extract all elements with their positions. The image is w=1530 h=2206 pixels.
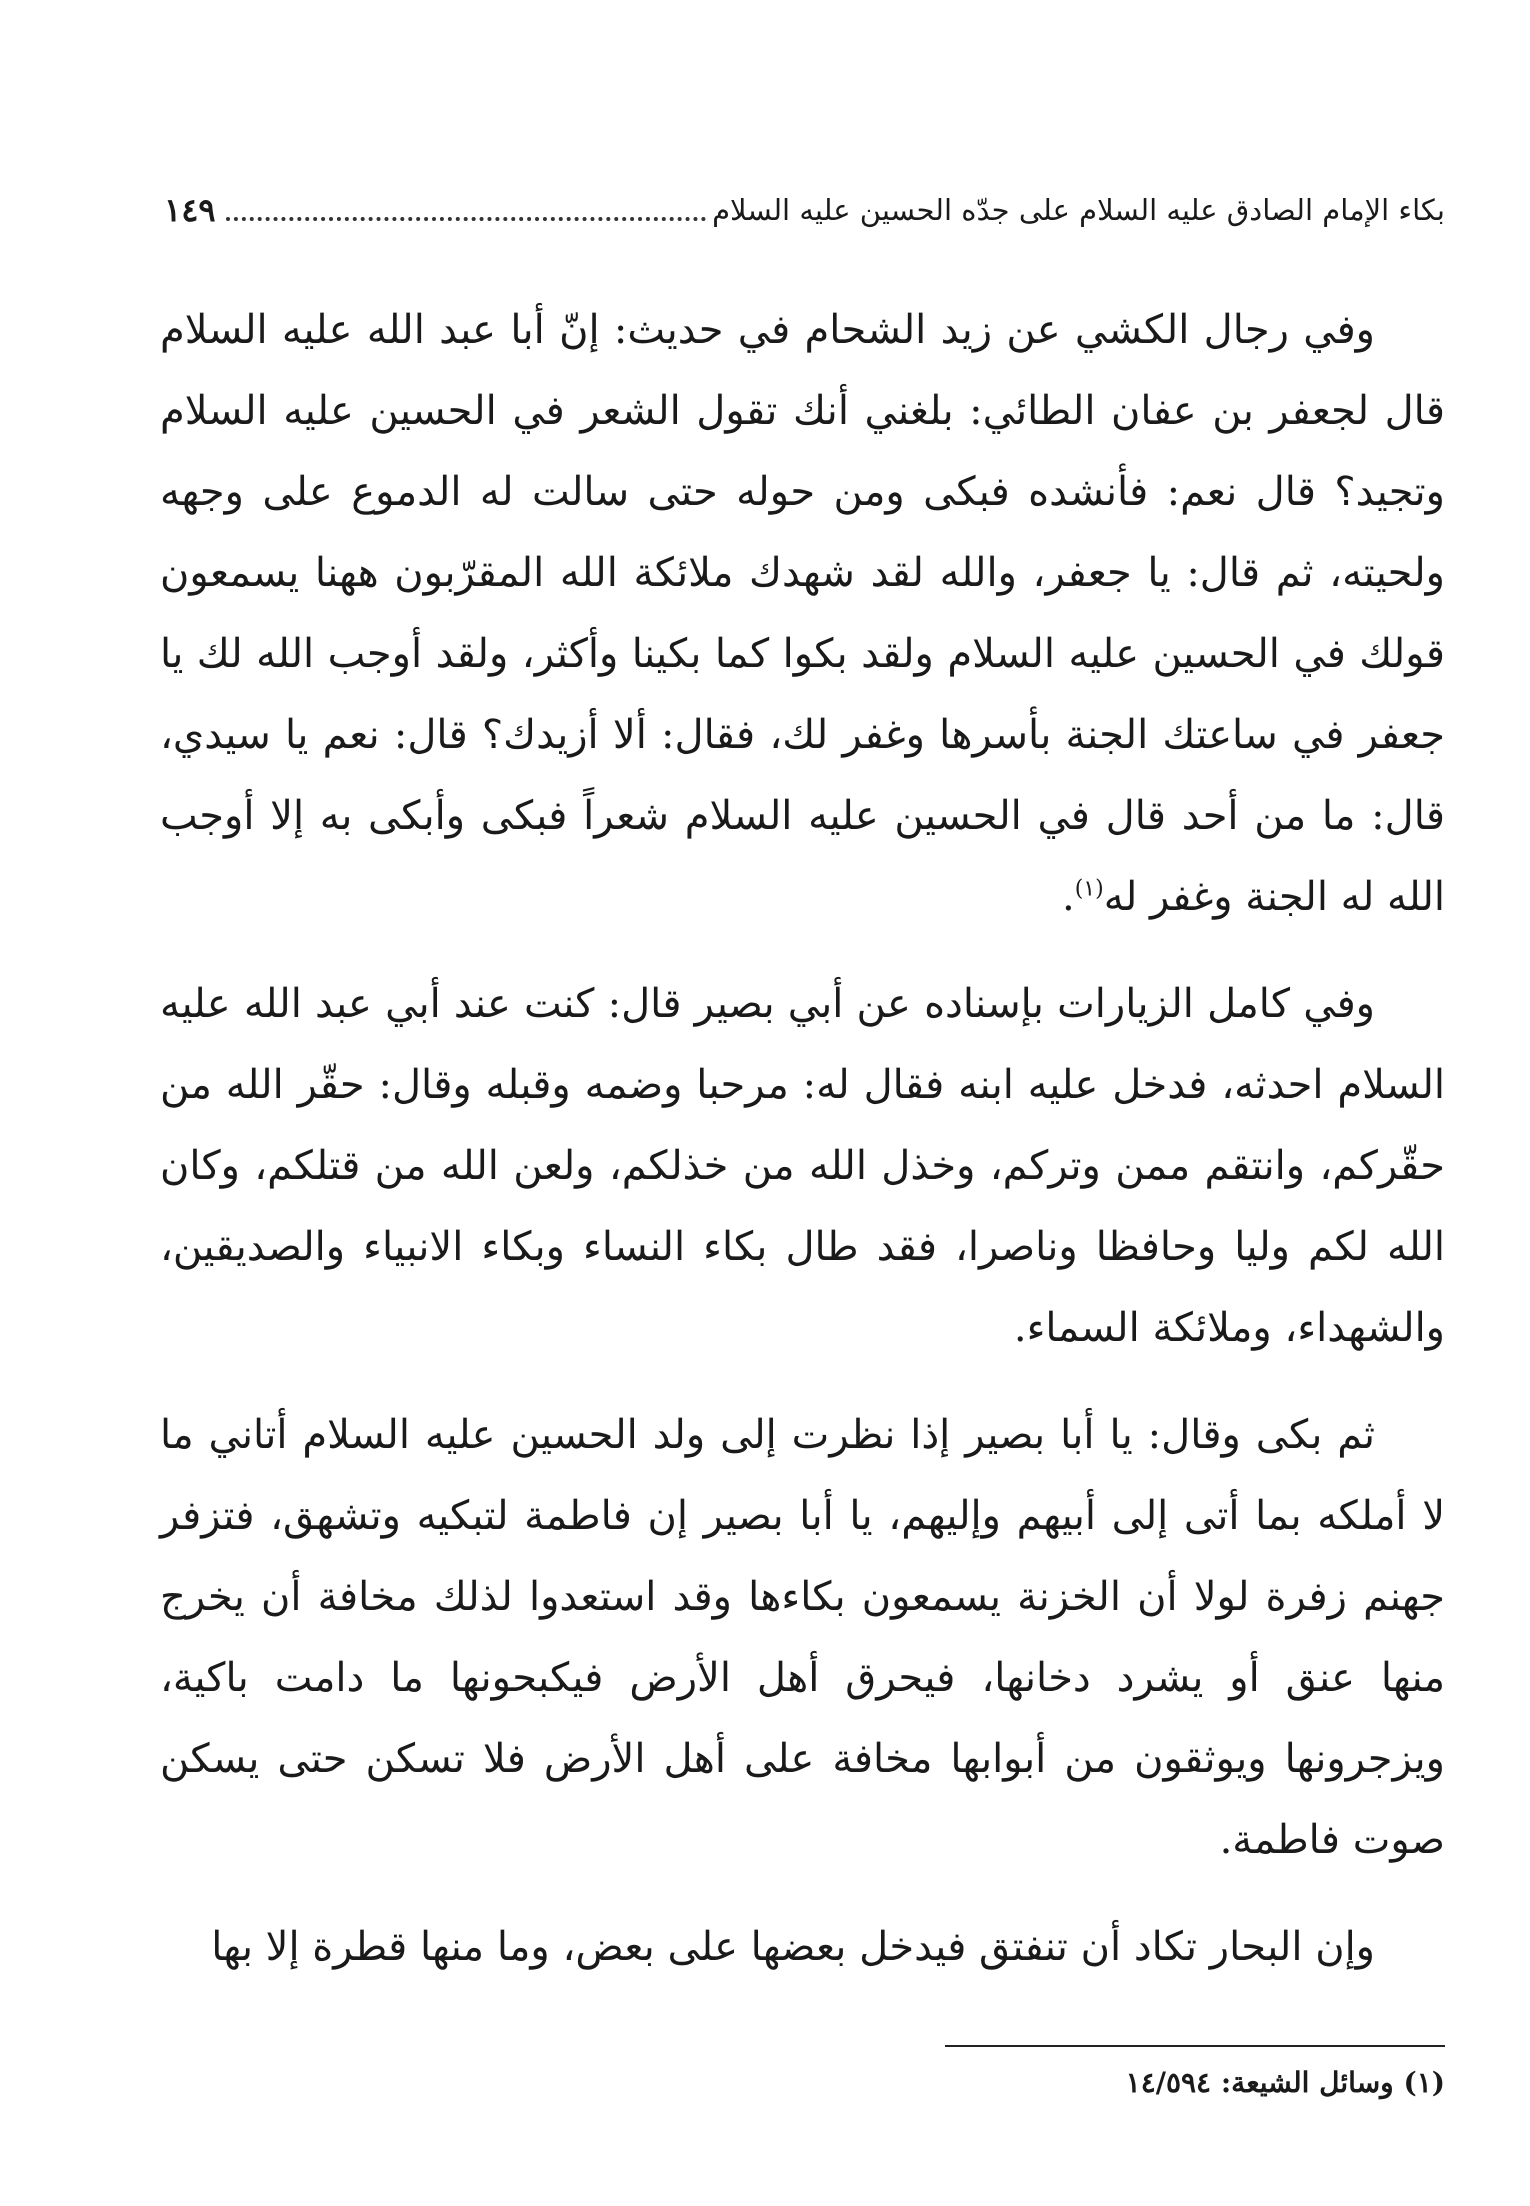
chapter-title: بكاء الإمام الصادق عليه السلام على جدّه الحسين عليه السلام [712,193,1445,227]
dotted-leader [226,217,707,221]
footnote-reference[interactable]: (١) [1074,876,1104,902]
running-header [160,188,1445,232]
paragraph-abu-basir: ثم بكى وقال: يا أبا بصير إذا نظرت إلى ولد الحسين عليه السلام أتاني ما لا أملكه بما أتى إلى أبيهم وإليهم، يا أبا بصير إن فاطمة لتبكيه وتشهق، فتزفر جهنم زفرة لولا أن الخزنة يسمعون بكاءها وقد استعدوا لذلك مخافة أن يخرج منها عنق أو يشرد دخانها، فيحرق أهل الأرض فيكبحونها ما دامت باكية، ويزجرونها ويوثقون من أبوابها مخافة على أهل الأرض فلا تسكن حتى يسكن صوت فاطمة. [160,1412,1445,1863]
body-text [160,290,1445,2014]
paragraph-kashshi [160,290,1445,938]
footnote: (١) وسائل الشيعة: ١٤/٥٩٤ [1125,2066,1445,2099]
paragraph-text: وفي رجال الكشي عن زيد الشحام في حديث: إنّ أبا عبد الله عليه السلام قال لجعفر بن عفان الطائي: بلغني أنك تقول الشعر في الحسين عليه السلام وتجيد؟ قال نعم: فأنشده فبكى ومن حوله حتى سالت له الدموع على وجهه ولحيته، ثم قال: يا جعفر، والله لقد شهدك ملائكة الله المقرّبون ههنا يسمعون قولك في الحسين عليه السلام ولقد بكوا كما بكينا وأكثر، ولقد أوجب الله لك يا جعفر في ساعتك الجنة بأسرها وغفر لك، فقال: ألا أزيدك؟ قال: نعم يا سيدي، قال: ما من أحد قال في الحسين عليه السلام شعراً فبكى وأبكى به إلا أوجب الله له الجنة وغفر له [160,307,1446,920]
page-number: ١٤٩ [164,191,216,229]
paragraph-seas: وإن البحار تكاد أن تنفتق فيدخل بعضها على بعض، وما منها قطرة إلا بها [211,1924,1375,1970]
paragraph-kamil-ziyarat: وفي كامل الزيارات بإسناده عن أبي بصير قال: كنت عند أبي عبد الله عليه السلام احدثه، فدخل عليه ابنه فقال له: مرحبا وضمه وقبله وقال: حقّر الله من حقّركم، وانتقم ممن وتركم، وخذل الله من خذلكم، ولعن الله من قتلكم، وكان الله لكم وليا وحافظا وناصرا، فقد طال بكاء النساء وبكاء الانبياء والصديقين، والشهداء، وملائكة السماء. [160,981,1445,1351]
footnote-separator [945,2045,1445,2047]
paragraph-end: . [1061,874,1075,920]
